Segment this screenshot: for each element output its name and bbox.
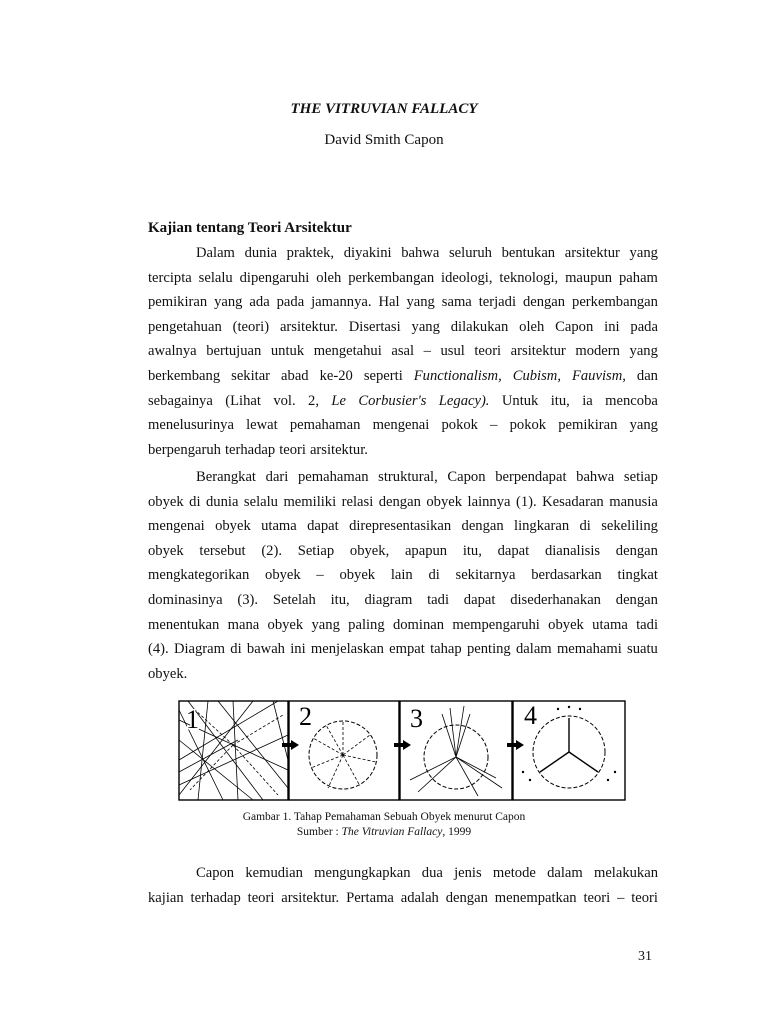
text-line: dominasinya (3). Setelah itu, diagram tadi dapat disederhanakan dengan — [148, 591, 658, 608]
diagram-panel-2 — [289, 701, 399, 800]
page-number: 31 — [638, 949, 652, 964]
text-line: berkembang sekitar abad ke-20 seperti Functionalism, Cubism, Fauvism, dan — [148, 367, 658, 384]
panel-number-2: 2 — [299, 702, 312, 731]
capon-diagram-figure — [178, 700, 626, 801]
text-line: Dalam dunia praktek, diyakini bahwa seluruh bentukan arsitektur yang — [196, 245, 658, 261]
text-line: (4). Diagram di bawah ini menjelaskan empat tahap penting dalam memahami suatu — [148, 641, 658, 658]
document-title: THE VITRUVIAN FALLACY — [290, 101, 478, 117]
text-line: obyek. — [148, 665, 188, 682]
paragraph-3 — [148, 861, 658, 910]
text-line: awalnya bertujuan untuk mengetahui asal – usul teori arsitektur modern yang — [148, 343, 658, 360]
source-title: The Vitruvian Fallacy — [341, 826, 443, 838]
section-heading: Kajian tentang Teori Arsitektur — [148, 220, 352, 236]
panel-number-3: 3 — [410, 704, 423, 733]
paragraph-1 — [148, 241, 658, 462]
text-line: tercipta selalu dipengaruhi oleh perkembangan ideologi, teknologi, maupun paham — [148, 269, 658, 286]
text-line: sebagainya (Lihat vol. 2, Le Corbusier's Legacy). Untuk itu, ia mencoba — [148, 392, 658, 409]
text-line: Berangkat dari pemahaman struktural, Capon berpendapat bahwa setiap — [196, 469, 658, 485]
diagram-panel-4 — [513, 701, 625, 800]
source-year: , 1999 — [442, 826, 472, 838]
text-line: kajian terhadap teori arsitektur. Pertama adalah dengan menempatkan teori – teori — [148, 889, 658, 906]
author-name: David Smith Capon — [324, 132, 444, 148]
figure-source — [0, 826, 768, 838]
text-line: obyek tersebut (2). Setiap obyek, apapun itu, dapat dianalisis dengan — [148, 542, 658, 559]
text-line: Capon kemudian mengungkapkan dua jenis metode dalam melakukan — [196, 865, 658, 881]
diagram-panel-1 — [179, 701, 288, 800]
source-label: Sumber : — [296, 826, 342, 838]
text-line: berpengaruh terhadap teori arsitektur. — [148, 441, 368, 458]
figure-caption: Gambar 1. Tahap Pemahaman Sebuah Obyek menurut Capon — [242, 811, 526, 823]
panel-number-1: 1 — [186, 705, 199, 734]
diagram-panel-3 — [400, 701, 512, 800]
text-line: pemikiran yang ada pada jamannya. Hal yang sama terjadi dengan perkembangan — [148, 294, 658, 311]
panel-number-4: 4 — [524, 701, 537, 730]
paragraph-2 — [148, 465, 658, 686]
text-line: obyek di dunia selalu memiliki relasi dengan obyek lainnya (1). Kesadaran manusia — [148, 493, 658, 510]
text-line: mengenai obyek utama dapat direpresentasikan dengan lingkaran di sekeliling — [148, 518, 658, 535]
text-line: menelusurinya lewat pemahaman mengenai pokok – pokok pemikiran yang — [148, 417, 658, 434]
text-line: mengkategorikan obyek – obyek lain di sekitarnya berdasarkan tingkat — [148, 567, 658, 584]
text-line: menentukan mana obyek yang paling dominan mempengaruhi obyek utama tadi — [148, 616, 658, 633]
text-line: pengetahuan (teori) arsitektur. Disertasi yang dilakukan oleh Capon ini pada — [148, 318, 658, 335]
